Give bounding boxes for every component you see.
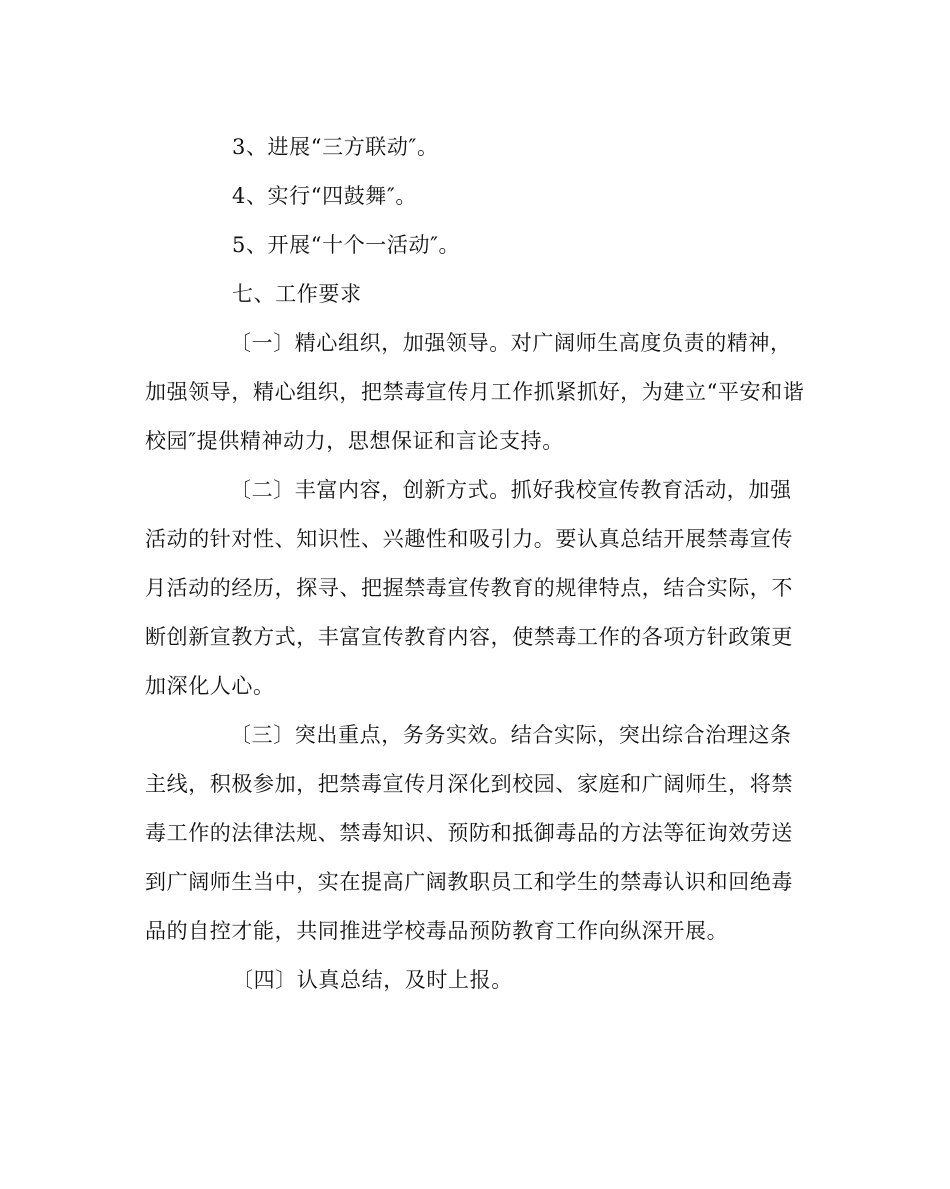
paragraph-2-line-2: 活动的针对性、知识性、兴趣性和吸引力。要认真总结开展禁毒宣传 <box>145 527 793 551</box>
paragraph-2-line-4: 断创新宣教方式，丰富宣传教育内容，使禁毒工作的各项方针政策更 <box>145 625 793 649</box>
paragraph-3-line-1: 〔三〕突出重点，务务实效。结合实际，突出综合治理这条 <box>230 723 792 747</box>
paragraph-2-line-1: 〔二〕丰富内容，创新方式。抓好我校宣传教育活动，加强 <box>230 478 792 502</box>
paragraph-3-line-4: 到广阔师生当中，实在提高广阔教职员工和学生的禁毒认识和回绝毒 <box>145 870 793 894</box>
list-item-4: 4、实行“四鼓舞″。 <box>232 184 417 208</box>
paragraph-1-line-2: 加强领导，精心组织，把禁毒宣传月工作抓紧抓好，为建立“平安和谐 <box>145 380 805 404</box>
paragraph-4-line-1: 〔四〕认真总结，及时上报。 <box>232 968 513 992</box>
list-item-5: 5、开展“十个一活动″。 <box>232 233 461 257</box>
paragraph-3-line-3: 毒工作的法律法规、禁毒知识、预防和抵御毒品的方法等征询效劳送 <box>145 821 793 845</box>
paragraph-3-line-5: 品的自控才能，共同推进学校毒品预防教育工作向纵深开展。 <box>145 919 729 943</box>
paragraph-1-line-1: 〔一〕精心组织，加强领导。对广阔师生高度负责的精神， <box>230 331 792 355</box>
paragraph-2-line-5: 加深化人心。 <box>145 674 275 698</box>
paragraph-3-line-2: 主线，积极参加，把禁毒宣传月深化到校园、家庭和广阔师生，将禁 <box>145 772 793 796</box>
section-heading-7: 七、工作要求 <box>232 282 362 306</box>
list-item-3: 3、进展“三方联动″。 <box>232 135 439 159</box>
paragraph-1-line-3: 校园″提供精神动力，思想保证和言论支持。 <box>145 429 564 453</box>
paragraph-2-line-3: 月活动的经历，探寻、把握禁毒宣传教育的规律特点，结合实际，不 <box>145 576 793 600</box>
